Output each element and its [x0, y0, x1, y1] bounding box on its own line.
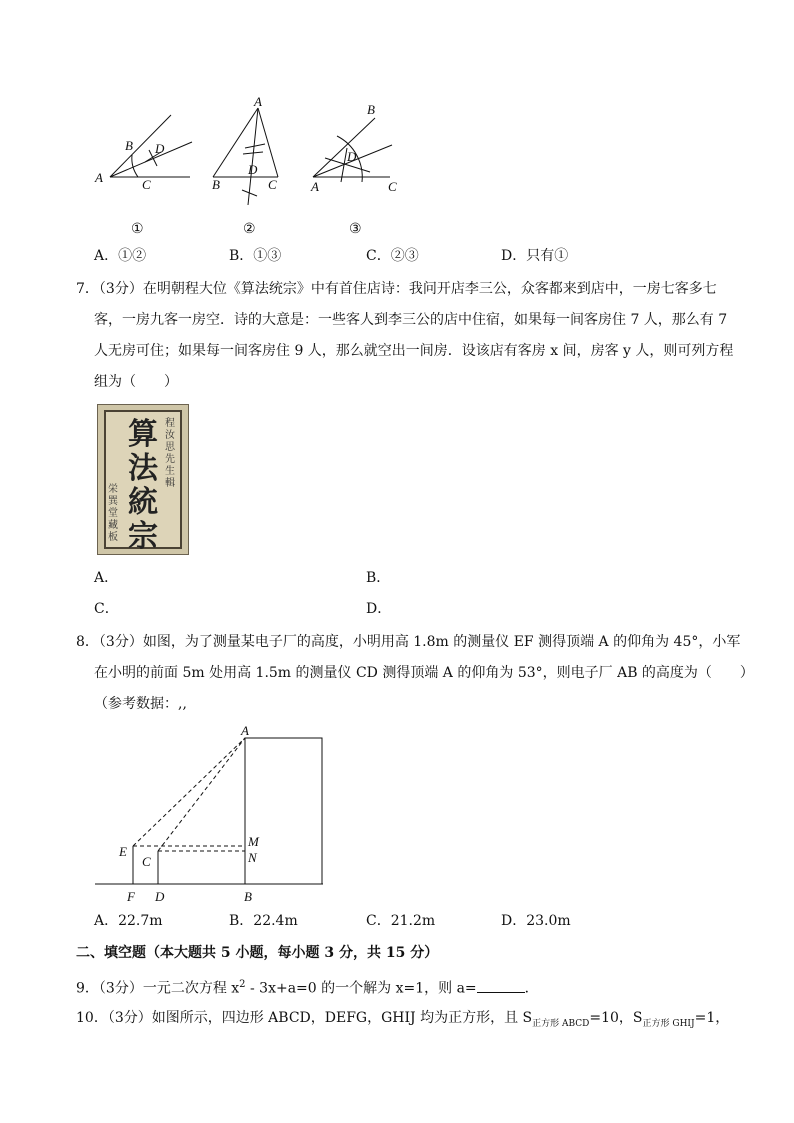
book-author: 程汝思先生輯: [165, 418, 175, 489]
q8-label-C: C: [142, 854, 151, 869]
q7-option-a[interactable]: A．: [94, 570, 119, 586]
q8-label-N: N: [248, 850, 257, 865]
q9-end: ．: [524, 980, 539, 997]
q10-prefix: 10．（3分）如图所示，四边形 ABCD，DEFG，GHIJ 均为正方形，且 S: [76, 1010, 533, 1026]
q7-line-2: 客，一房九客一房空．诗的大意是：一些客人到李三公的店中住宿，如果每一间客房住 7 人，那么有 7: [94, 312, 728, 328]
q8-option-a[interactable]: A．22.7m: [94, 913, 163, 929]
q6-option-c[interactable]: C．②③: [366, 248, 419, 264]
q6-f3-label-D: D: [347, 149, 357, 164]
q8-line-3: （参考数据：,,: [94, 696, 187, 712]
q6-f2-label-C: C: [268, 177, 277, 192]
q6-f2-label-D: D: [248, 162, 258, 177]
q9-suffix: - 3x+a=0 的一个解为 x=1，则 a=: [245, 980, 477, 997]
book-title: 算 法 統 宗: [128, 417, 158, 554]
q6-caption-1: ①: [131, 221, 144, 237]
q8-label-A: A: [241, 723, 249, 738]
section-2-title: 二、填空题（本大题共 5 小题，每小题 3 分，共 15 分）: [76, 945, 439, 961]
q7-option-c[interactable]: C．: [94, 601, 119, 617]
q8-label-B: B: [244, 889, 252, 904]
q6-option-d[interactable]: D．只有①: [501, 248, 569, 264]
q9-superscript: 2: [239, 979, 246, 990]
q10-line: [76, 1008, 729, 1034]
q6-option-b[interactable]: B．①③: [229, 248, 282, 264]
q8-line-1: 8．（3分）如图，为了测量某电子厂的高度，小明用高 1.8m 的测量仪 EF 测得顶端 A 的仰角为 45°，小军: [76, 634, 741, 650]
q8-figure: [90, 720, 330, 910]
q6-f3-label-A: A: [311, 179, 319, 194]
q6-f2-label-A: A: [254, 94, 262, 109]
q8-option-c[interactable]: C．21.2m: [366, 913, 436, 929]
q8-option-d[interactable]: D．23.0m: [501, 913, 571, 929]
q8-label-F: F: [127, 889, 135, 904]
q8-label-E: E: [119, 844, 127, 859]
q7-option-b[interactable]: B．: [366, 570, 391, 586]
q6-figures: [85, 90, 415, 225]
q8-label-M: M: [248, 834, 259, 849]
q6-f1-label-B: B: [125, 138, 133, 153]
q9-prefix: 9．（3分）一元二次方程 x: [76, 980, 240, 997]
q8-label-D: D: [155, 889, 165, 904]
q9-line: [76, 975, 539, 999]
q10-end: =1，: [694, 1010, 730, 1026]
q6-f3-label-B: B: [367, 102, 375, 117]
q6-f1-label-A: A: [95, 170, 103, 185]
q6-f1-label-C: C: [142, 177, 151, 192]
q6-f1-label-D: D: [155, 141, 165, 156]
q6-figure-1: [110, 115, 192, 177]
q8-line-2: 在小明的前面 5m 处用高 1.5m 的测量仪 CD 测得顶端 A 的仰角为 53°，则电子厂 AB 的高度为（ ）: [94, 665, 754, 681]
q10-sub-ghij: 正方形 GHIJ: [642, 1018, 695, 1029]
q7-option-d[interactable]: D．: [366, 601, 392, 617]
q6-caption-2: ②: [243, 221, 256, 237]
q6-f3-label-C: C: [388, 179, 397, 194]
book-cover-image: [97, 404, 189, 555]
q10-sub-abcd: 正方形 ABCD: [532, 1018, 590, 1029]
q7-line-3: 人无房可住；如果每一间客房住 9 人，那么就空出一间房．设该店有客房 x 间，房客 y 人，则可列方程: [94, 343, 734, 359]
q6-caption-3: ③: [349, 221, 362, 237]
q10-mid: =10，S: [589, 1010, 643, 1026]
book-publisher: 栄巽堂藏板: [108, 484, 118, 543]
q7-line-4: 组为（ ）: [94, 374, 178, 390]
q6-f2-label-B: B: [212, 177, 220, 192]
q7-line-1: 7．（3分）在明朝程大位《算法统宗》中有首住店诗：我问开店李三公，众客都来到店中，一房七客多七: [76, 281, 717, 297]
q6-option-a[interactable]: A．①②: [94, 248, 147, 264]
q9-answer-blank[interactable]: [477, 978, 525, 993]
q8-option-b[interactable]: B．22.4m: [229, 913, 298, 929]
